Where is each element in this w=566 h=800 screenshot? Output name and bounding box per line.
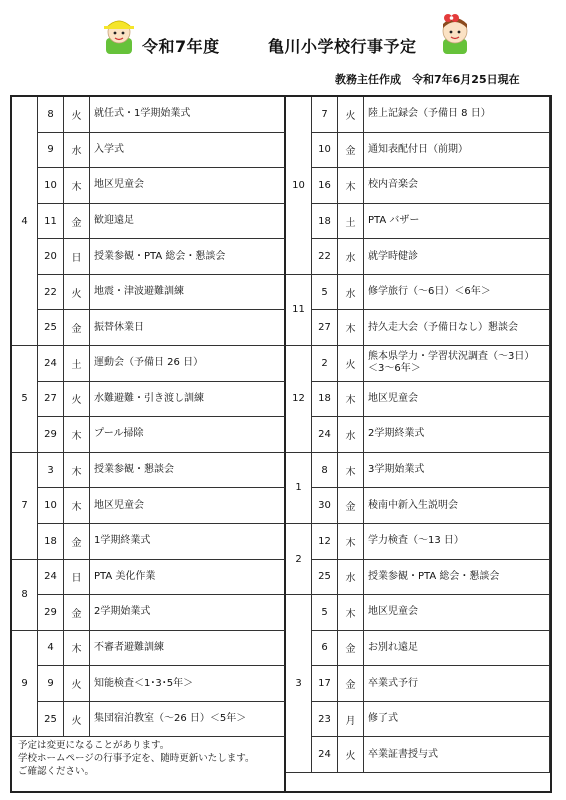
right-weekday-cell: 水 bbox=[338, 275, 364, 311]
left-month-cell: 7 bbox=[12, 453, 38, 560]
page-title-year: 令和7年度 bbox=[142, 37, 220, 56]
left-event-cell: 水難避難・引き渡し訓練 bbox=[90, 382, 286, 418]
right-event-cell: 修了式 bbox=[364, 702, 550, 738]
right-weekday-cell: 金 bbox=[338, 133, 364, 169]
right-weekday-cell: 金 bbox=[338, 666, 364, 702]
left-event-cell: 地区児童会 bbox=[90, 488, 286, 524]
left-weekday-cell: 火 bbox=[64, 275, 90, 311]
right-month-cell: 2 bbox=[286, 524, 312, 595]
right-event-cell: PTA バザー bbox=[364, 204, 550, 240]
right-day-cell: 17 bbox=[312, 666, 338, 702]
right-day-cell: 8 bbox=[312, 453, 338, 489]
right-day-cell: 22 bbox=[312, 239, 338, 275]
left-weekday-cell: 火 bbox=[64, 702, 90, 738]
right-month-cell: 3 bbox=[286, 595, 312, 773]
left-event-cell: 知能検査＜1･3･5年＞ bbox=[90, 666, 286, 702]
left-day-cell: 10 bbox=[38, 488, 64, 524]
right-event-cell: 地区児童会 bbox=[364, 382, 550, 418]
right-event-cell: 通知表配付日（前期） bbox=[364, 133, 550, 169]
left-event-cell: PTA 美化作業 bbox=[90, 560, 286, 596]
right-weekday-cell: 木 bbox=[338, 453, 364, 489]
left-weekday-cell: 木 bbox=[64, 453, 90, 489]
left-month-cell: 4 bbox=[12, 97, 38, 346]
right-event-cell: お別れ遠足 bbox=[364, 631, 550, 667]
left-weekday-cell: 木 bbox=[64, 417, 90, 453]
left-event-cell: 授業参観・懇談会 bbox=[90, 453, 286, 489]
left-event-cell: 就任式・1学期始業式 bbox=[90, 97, 286, 133]
left-month-cell: 8 bbox=[12, 560, 38, 631]
right-event-cell: 学力検査（～13 日） bbox=[364, 524, 550, 560]
left-event-cell: 地区児童会 bbox=[90, 168, 286, 204]
left-event-cell: 運動会（予備日 26 日） bbox=[90, 346, 286, 382]
right-day-cell: 6 bbox=[312, 631, 338, 667]
left-day-cell: 9 bbox=[38, 666, 64, 702]
left-weekday-cell: 木 bbox=[64, 168, 90, 204]
right-event-cell: 2学期終業式 bbox=[364, 417, 550, 453]
left-event-cell: 2学期始業式 bbox=[90, 595, 286, 631]
left-weekday-cell: 日 bbox=[64, 560, 90, 596]
right-day-cell: 30 bbox=[312, 488, 338, 524]
left-day-cell: 10 bbox=[38, 168, 64, 204]
right-month-cell: 1 bbox=[286, 453, 312, 524]
left-event-cell: 不審者避難訓練 bbox=[90, 631, 286, 667]
left-day-cell: 20 bbox=[38, 239, 64, 275]
left-day-cell: 29 bbox=[38, 417, 64, 453]
right-day-cell: 24 bbox=[312, 737, 338, 773]
left-weekday-cell: 水 bbox=[64, 133, 90, 169]
left-weekday-cell: 木 bbox=[64, 631, 90, 667]
right-event-cell: 熊本県学力・学習状況調査（～3日） ＜3～6年＞ bbox=[364, 346, 550, 382]
left-day-cell: 25 bbox=[38, 702, 64, 738]
right-event-cell: 校内音楽会 bbox=[364, 168, 550, 204]
right-day-cell: 24 bbox=[312, 417, 338, 453]
left-day-cell: 22 bbox=[38, 275, 64, 311]
right-weekday-cell: 木 bbox=[338, 524, 364, 560]
right-weekday-cell: 木 bbox=[338, 168, 364, 204]
left-day-cell: 25 bbox=[38, 310, 64, 346]
left-weekday-cell: 木 bbox=[64, 488, 90, 524]
right-weekday-cell: 火 bbox=[338, 346, 364, 382]
left-day-cell: 8 bbox=[38, 97, 64, 133]
right-month-cell: 11 bbox=[286, 275, 312, 346]
right-day-cell: 16 bbox=[312, 168, 338, 204]
right-month-cell: 12 bbox=[286, 346, 312, 453]
schedule-grid bbox=[12, 97, 550, 791]
left-weekday-cell: 火 bbox=[64, 382, 90, 418]
right-weekday-cell: 水 bbox=[338, 239, 364, 275]
right-weekday-cell: 月 bbox=[338, 702, 364, 738]
right-day-cell: 27 bbox=[312, 310, 338, 346]
left-day-cell: 3 bbox=[38, 453, 64, 489]
left-event-cell: 入学式 bbox=[90, 133, 286, 169]
left-event-cell: 授業参観・PTA 総会・懇談会 bbox=[90, 239, 286, 275]
note-text: 予定は変更になることがあります。 学校ホームページの行事予定を、随時更新いたします。 ご確認ください。 bbox=[12, 737, 286, 791]
right-event-cell: 陸上記録会（予備日 8 日） bbox=[364, 97, 550, 133]
right-day-cell: 18 bbox=[312, 204, 338, 240]
page-header bbox=[0, 0, 566, 98]
left-day-cell: 24 bbox=[38, 560, 64, 596]
left-weekday-cell: 金 bbox=[64, 310, 90, 346]
right-event-cell: 卒業証書授与式 bbox=[364, 737, 550, 773]
schedule-table bbox=[10, 95, 552, 793]
right-day-cell: 18 bbox=[312, 382, 338, 418]
left-day-cell: 29 bbox=[38, 595, 64, 631]
left-month-cell: 5 bbox=[12, 346, 38, 453]
right-event-cell: 3学期始業式 bbox=[364, 453, 550, 489]
left-day-cell: 11 bbox=[38, 204, 64, 240]
right-weekday-cell: 金 bbox=[338, 631, 364, 667]
left-event-cell: プール掃除 bbox=[90, 417, 286, 453]
right-day-cell: 5 bbox=[312, 275, 338, 311]
right-weekday-cell: 金 bbox=[338, 488, 364, 524]
left-event-cell: 1学期終業式 bbox=[90, 524, 286, 560]
left-weekday-cell: 火 bbox=[64, 97, 90, 133]
left-weekday-cell: 土 bbox=[64, 346, 90, 382]
right-day-cell: 7 bbox=[312, 97, 338, 133]
page-title: 亀川小学校行事予定 bbox=[268, 37, 417, 56]
left-weekday-cell: 日 bbox=[64, 239, 90, 275]
girl-mascot-icon bbox=[435, 12, 475, 56]
right-day-cell: 23 bbox=[312, 702, 338, 738]
right-weekday-cell: 木 bbox=[338, 310, 364, 346]
left-event-cell: 集団宿泊教室（～26 日）＜5年＞ bbox=[90, 702, 286, 738]
boy-mascot-icon bbox=[100, 12, 138, 56]
right-month-cell: 10 bbox=[286, 97, 312, 275]
right-event-cell: 持久走大会（予備日なし）懇談会 bbox=[364, 310, 550, 346]
right-weekday-cell: 木 bbox=[338, 595, 364, 631]
right-weekday-cell: 水 bbox=[338, 560, 364, 596]
left-day-cell: 24 bbox=[38, 346, 64, 382]
right-weekday-cell: 水 bbox=[338, 417, 364, 453]
left-day-cell: 27 bbox=[38, 382, 64, 418]
author-line: 教務主任作成 令和7年6月25日現在 bbox=[335, 73, 520, 86]
left-event-cell: 歓迎遠足 bbox=[90, 204, 286, 240]
right-event-cell: 稜南中新入生説明会 bbox=[364, 488, 550, 524]
right-event-cell: 修学旅行（～6日）＜6年＞ bbox=[364, 275, 550, 311]
right-event-cell: 卒業式予行 bbox=[364, 666, 550, 702]
right-day-cell: 10 bbox=[312, 133, 338, 169]
right-day-cell: 12 bbox=[312, 524, 338, 560]
left-month-cell: 9 bbox=[12, 631, 38, 738]
right-event-cell: 地区児童会 bbox=[364, 595, 550, 631]
left-weekday-cell: 金 bbox=[64, 524, 90, 560]
left-weekday-cell: 金 bbox=[64, 595, 90, 631]
right-event-cell: 授業参観・PTA 総会・懇談会 bbox=[364, 560, 550, 596]
right-day-cell: 2 bbox=[312, 346, 338, 382]
left-day-cell: 9 bbox=[38, 133, 64, 169]
right-event-cell: 就学時健診 bbox=[364, 239, 550, 275]
left-day-cell: 18 bbox=[38, 524, 64, 560]
left-weekday-cell: 金 bbox=[64, 204, 90, 240]
left-event-cell: 振替休業日 bbox=[90, 310, 286, 346]
left-day-cell: 4 bbox=[38, 631, 64, 667]
right-day-cell: 25 bbox=[312, 560, 338, 596]
right-weekday-cell: 木 bbox=[338, 382, 364, 418]
left-event-cell: 地震・津波避難訓練 bbox=[90, 275, 286, 311]
right-weekday-cell: 火 bbox=[338, 97, 364, 133]
right-weekday-cell: 土 bbox=[338, 204, 364, 240]
right-weekday-cell: 火 bbox=[338, 737, 364, 773]
right-day-cell: 5 bbox=[312, 595, 338, 631]
left-weekday-cell: 火 bbox=[64, 666, 90, 702]
